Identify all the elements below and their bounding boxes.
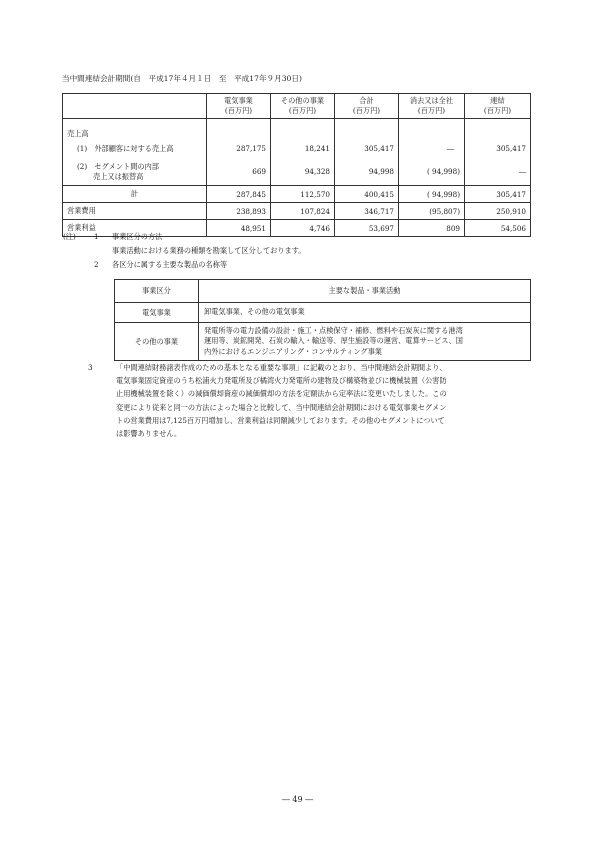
table-row: (1) 外部顧客に対する売上高 287,175 18,241 305,417 ― 305,417 xyxy=(63,139,531,159)
table-row xyxy=(115,323,531,361)
header-products: 主要な製品・事業活動 xyxy=(199,280,531,303)
header-segment: 事業区分 xyxy=(115,280,199,303)
table-row-section xyxy=(63,119,531,139)
section-label: 売上高 xyxy=(63,119,207,139)
segment-products: 発電所等の電力設備の設計・施工・点検保守・補修、燃料や石炭灰に関する港湾 運用等、炭鉱開発、石炭の輸入・輸送等、厚生施設等の運営、電算サービス、国 内外におけるエンジニアリング・コンサルティング事業 xyxy=(199,323,531,361)
segment-name: 電気事業 xyxy=(115,303,199,323)
segment-table xyxy=(62,93,531,237)
product-table xyxy=(114,279,531,361)
note1-number: 1 xyxy=(94,232,99,241)
table-row: (2) セグメント間の内部 売上又は振替高 669 94,328 94,998 ( 94,998) ― xyxy=(63,159,531,186)
note3-number: 3 xyxy=(88,363,93,372)
period-label: 当中間連結会計期間(自 平成17年４月１日 至 平成17年９月30日) xyxy=(62,74,302,83)
note2-title: 各区分に属する主要な製品の名称等 xyxy=(112,260,228,269)
segment-name: その他の事業 xyxy=(115,323,199,361)
note3-body: 「中間連結財務諸表作成のための基本となる重要な事項」に記載のとおり、当中間連結会計期間より、 電気事業固定資産のうち松浦火力発電所及び橘湾火力発電所の建物及び構築物並びに機械装置（公害防 止用機械装置を除く）の減価償却資産の減価償却の方法を定額法から定率法に変更いたしました。この 変更により従来と同一の方法によった場合と比較して、当中間連結会計期間における電気事業セグメン トの営業費用は7,125百万円増加し、営業利益は同額減少しております。その他のセグメントについて は影響ありません。 xyxy=(116,363,447,439)
note3 xyxy=(88,361,532,440)
row-label: 営業利益 xyxy=(63,220,207,237)
note1-body: 事業活動における業務の種類を勘案して区分しております。 xyxy=(112,246,306,255)
note2-number: 2 xyxy=(94,260,99,269)
row-label: (2) セグメント間の内部 売上又は振替高 xyxy=(63,159,207,186)
segment-products: 卸電気事業、その他の電気事業 xyxy=(199,303,531,323)
note1-title: 事業区分の方法 xyxy=(112,232,163,241)
table-row xyxy=(115,303,531,323)
header-other: その他の事業 (百万円) xyxy=(271,94,335,119)
product-table-header xyxy=(115,280,531,303)
header-total: 合計 (百万円) xyxy=(335,94,399,119)
header-elimination: 消去又は全社 (百万円) xyxy=(399,94,465,119)
header-electric: 電気事業 (百万円) xyxy=(207,94,271,119)
table-row: 営業利益 48,951 4,746 53,697 809 54,506 xyxy=(63,220,531,237)
row-label: 営業費用 xyxy=(63,203,207,220)
table-row: 計 287,845 112,570 400,415 ( 94,998) 305,417 xyxy=(63,186,531,203)
note-prefix: (注) xyxy=(63,232,76,241)
row-label: 計 xyxy=(63,186,207,203)
row-label: (1) 外部顧客に対する売上高 xyxy=(63,139,207,159)
table-row: 営業費用 238,893 107,824 346,717 (95,807) 250,910 xyxy=(63,203,531,220)
header-consolidated: 連結 (百万円) xyxy=(465,94,531,119)
header-blank xyxy=(63,94,207,119)
segment-table-header xyxy=(63,94,531,119)
page-number: ― 49 ― xyxy=(281,795,314,804)
